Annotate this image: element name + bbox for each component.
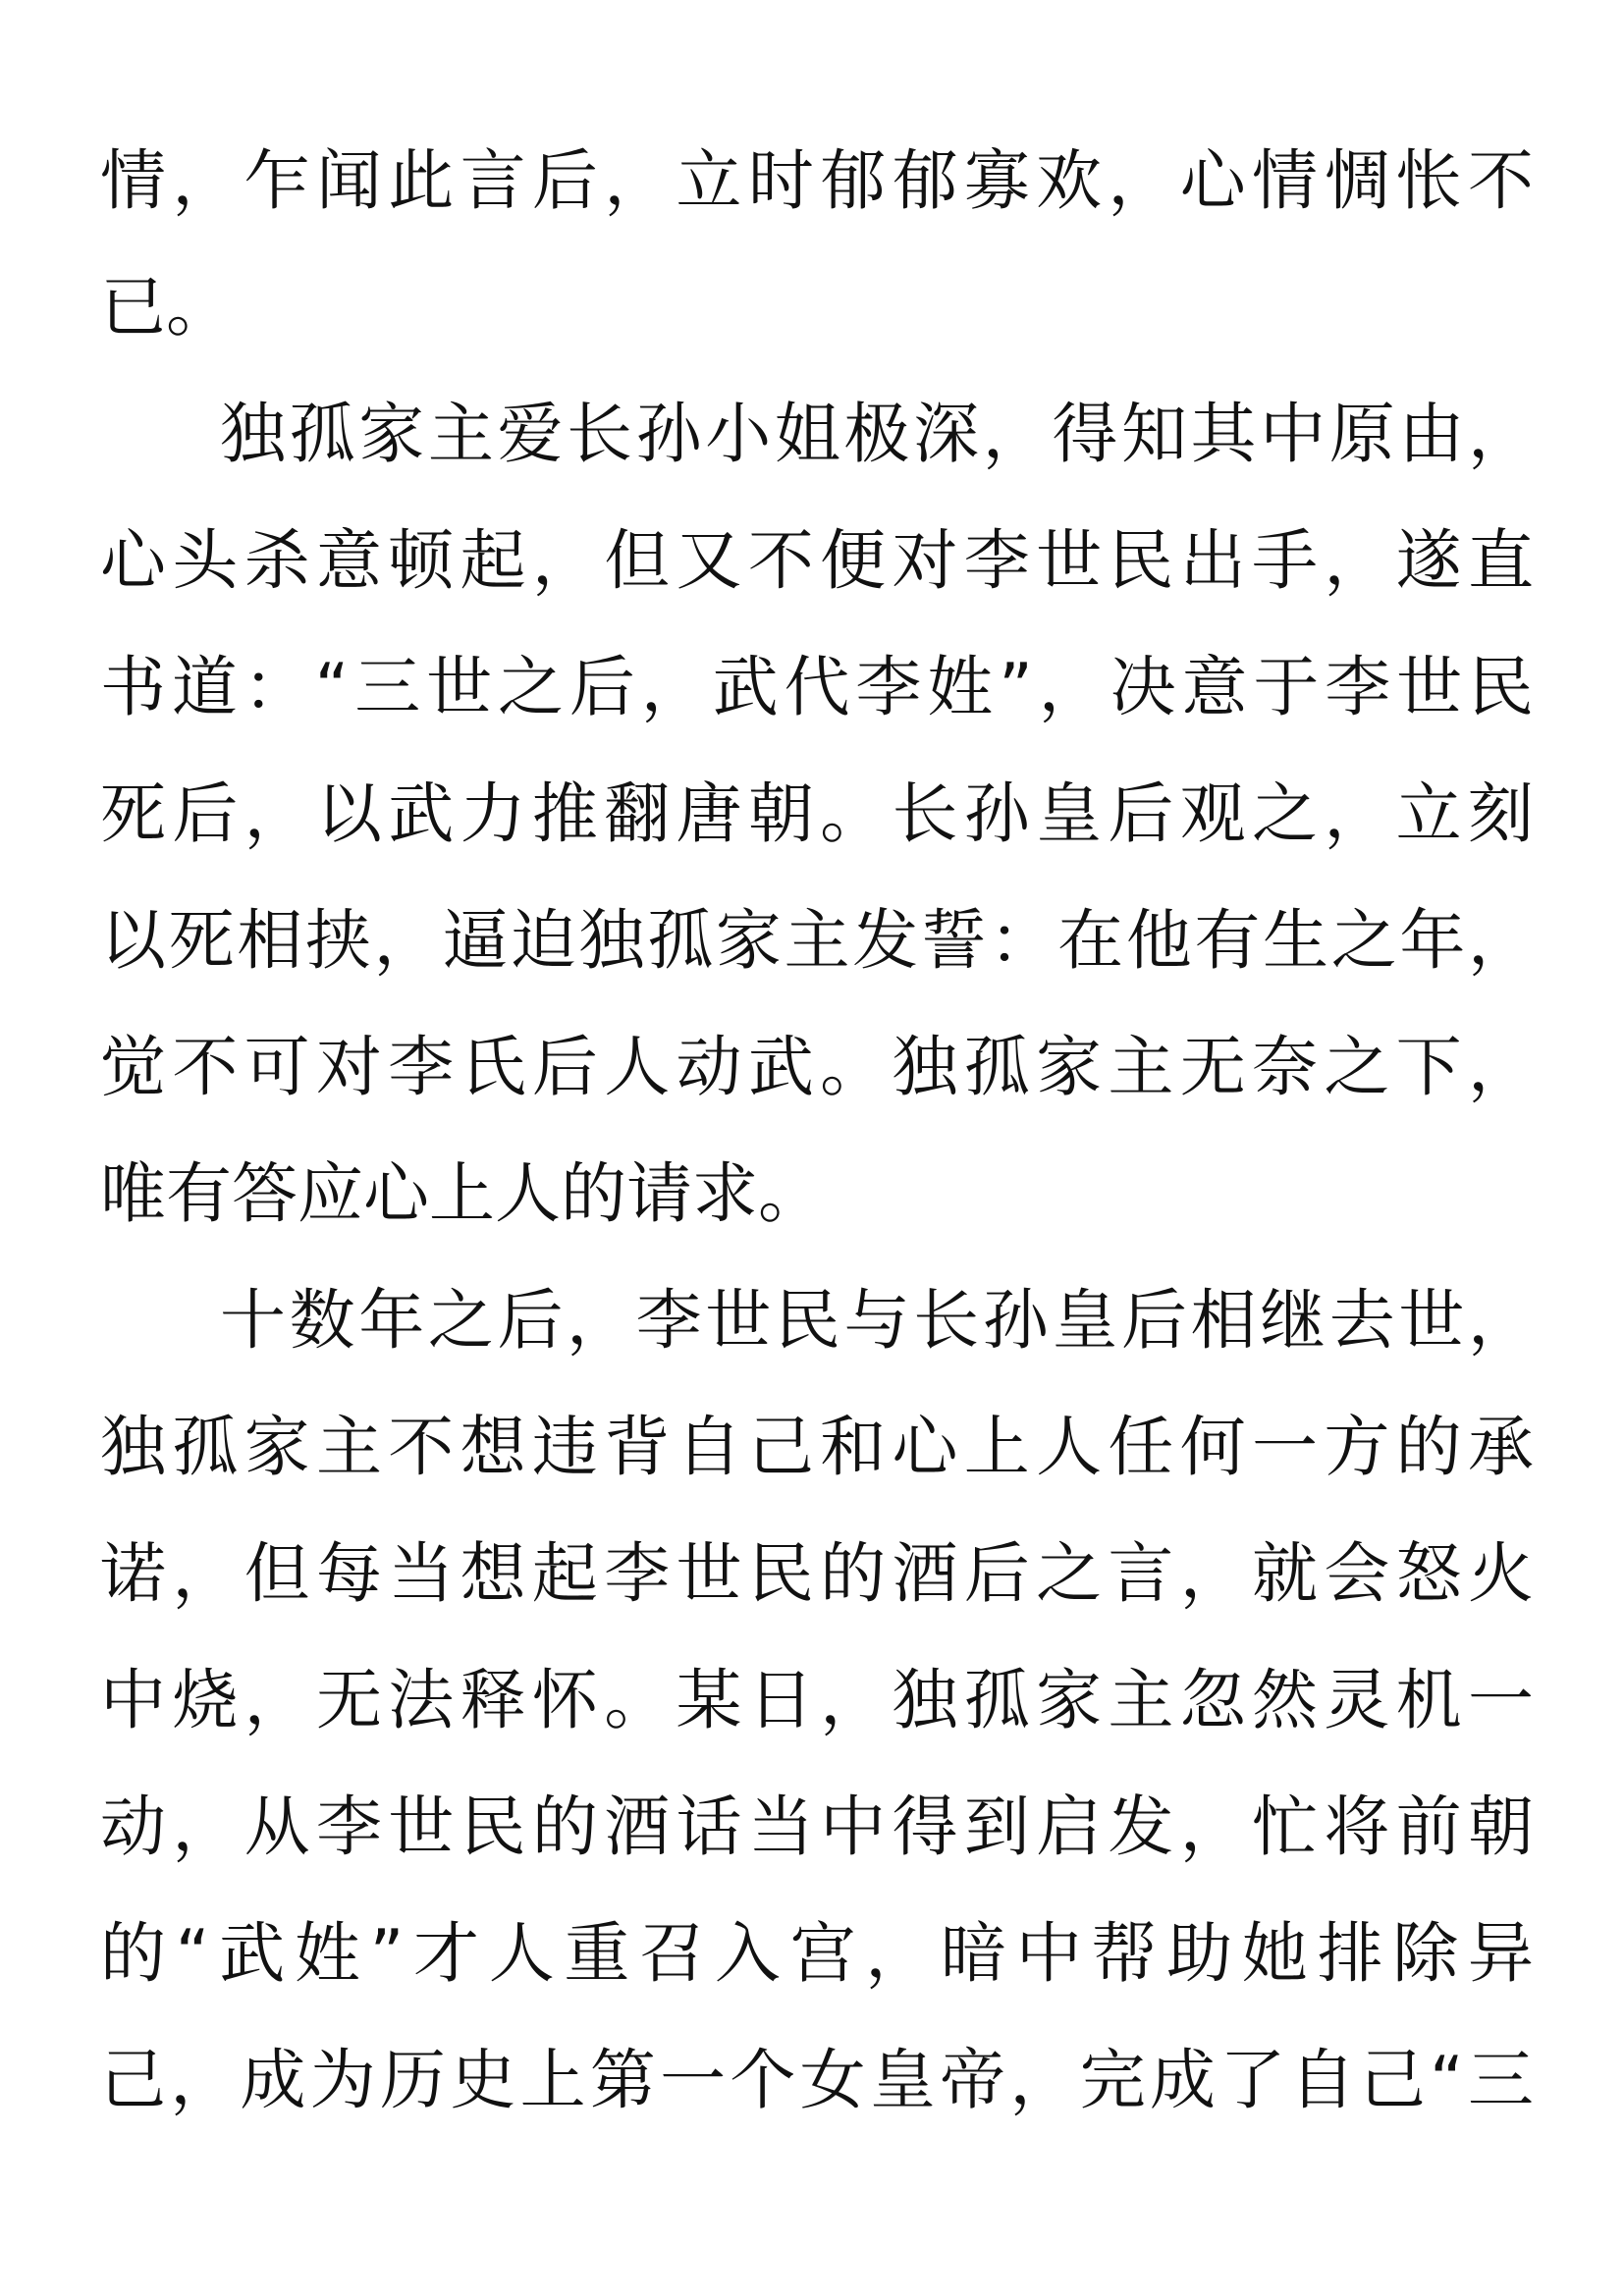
text-line: 已。	[100, 269, 232, 346]
text-line: 十数年之后，李世民与长孙皇后相继去世，	[220, 1282, 1534, 1359]
text-line: 唯有答应心上人的请求。	[100, 1155, 824, 1232]
text-line: 己，成为历史上第一个女皇帝，完成了自己“三	[100, 2042, 1534, 2118]
text-line: 独孤家主不想违背自己和心上人任何一方的承	[100, 1409, 1534, 1485]
text-line: 动，从李世民的酒话当中得到启发，忙将前朝	[100, 1789, 1534, 1865]
text-line: 诺，但每当想起李世民的酒后之言，就会怒火	[100, 1535, 1534, 1612]
text-line: 中烧，无法释怀。某日，独孤家主忽然灵机一	[100, 1662, 1534, 1738]
text-line: 独孤家主爱长孙小姐极深，得知其中原由，	[220, 396, 1534, 472]
text-line: 觉不可对李氏后人动武。独孤家主无奈之下，	[100, 1029, 1534, 1105]
text-line: 书道：“三世之后，武代李姓”，决意于李世民	[100, 649, 1534, 725]
text-line: 的“武姓”才人重召入宫，暗中帮助她排除异	[100, 1915, 1534, 1992]
text-line: 死后，以武力推翻唐朝。长孙皇后观之，立刻	[100, 775, 1534, 852]
text-line: 情，乍闻此言后，立时郁郁寡欢，心情惆怅不	[100, 142, 1534, 219]
text-line: 以死相挟，逼迫独孤家主发誓：在他有生之年，	[100, 902, 1534, 979]
body-text	[100, 118, 1534, 2144]
text-line: 心头杀意顿起，但又不便对李世民出手，遂直	[100, 522, 1534, 599]
